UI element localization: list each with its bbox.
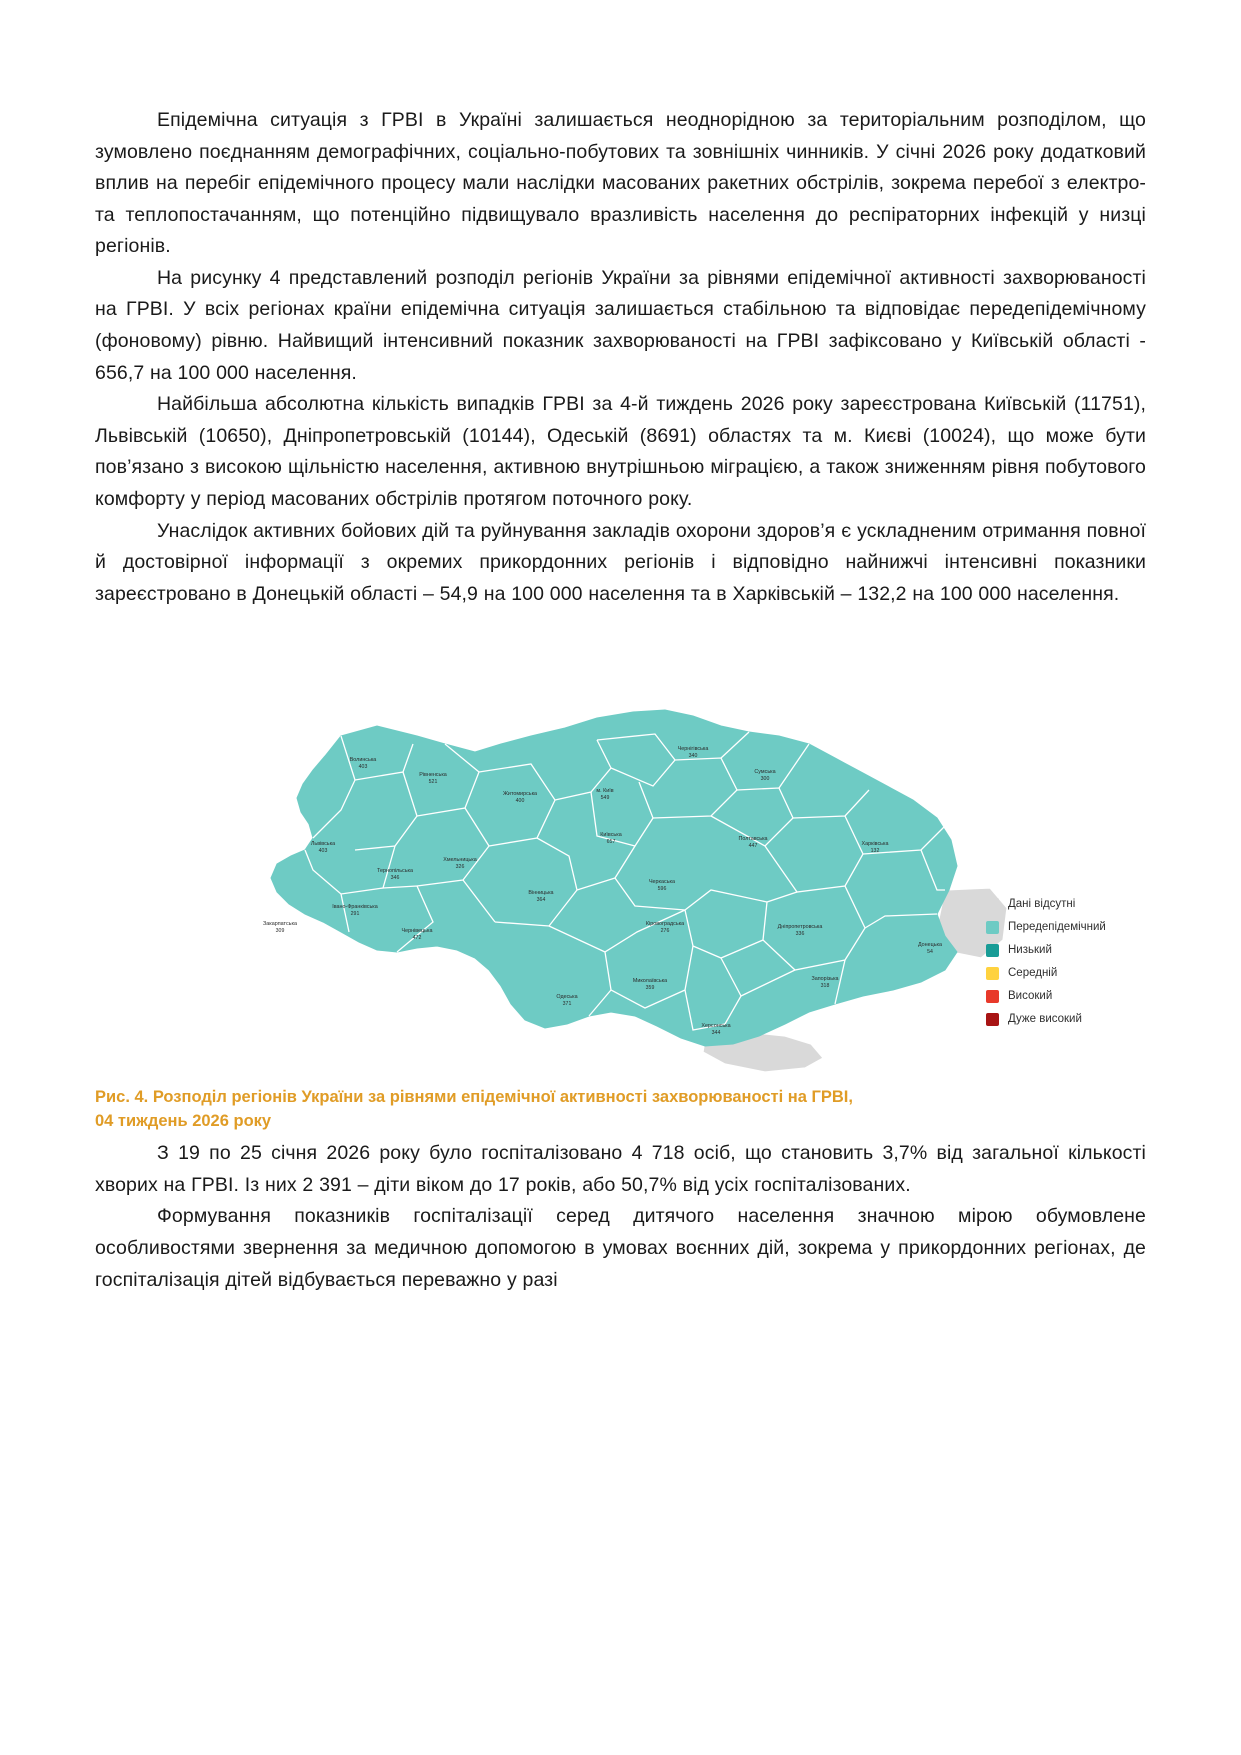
svg-text:309: 309 bbox=[275, 928, 285, 935]
figure-caption-line-2: 04 тиждень 2026 року bbox=[95, 1112, 272, 1131]
svg-text:132: 132 bbox=[870, 848, 880, 855]
svg-text:Київська: Київська bbox=[600, 832, 622, 839]
legend-label-low: Низький bbox=[1008, 944, 1052, 957]
svg-text:300: 300 bbox=[760, 776, 770, 783]
figure-caption-line-1: Рис. 4. Розподіл регіонів України за рівнями епідемічної активності захворюваності на ГРВІ, bbox=[95, 1088, 853, 1107]
svg-text:Чернівецька: Чернівецька bbox=[401, 928, 433, 935]
svg-text:336: 336 bbox=[795, 931, 805, 938]
svg-text:Кіровоградська: Кіровоградська bbox=[645, 921, 685, 928]
legend-label-no-data: Дані відсутні bbox=[1008, 898, 1076, 911]
svg-text:Хмельницька: Хмельницька bbox=[443, 857, 477, 864]
svg-text:657: 657 bbox=[606, 839, 616, 846]
svg-text:Рівненська: Рівненська bbox=[419, 772, 447, 779]
svg-text:371: 371 bbox=[562, 1001, 572, 1008]
legend-label-very-high: Дуже високий bbox=[1008, 1013, 1082, 1026]
legend-swatch-very-high bbox=[986, 1013, 999, 1026]
svg-text:Чернігівська: Чернігівська bbox=[677, 746, 709, 753]
legend-swatch-preepidemic bbox=[986, 921, 999, 934]
map-legend bbox=[986, 894, 1136, 1032]
svg-text:340: 340 bbox=[688, 753, 698, 760]
svg-text:596: 596 bbox=[657, 886, 667, 893]
svg-text:291: 291 bbox=[350, 911, 360, 918]
svg-text:318: 318 bbox=[820, 983, 830, 990]
svg-text:346: 346 bbox=[390, 875, 400, 882]
legend-item-low bbox=[986, 940, 1136, 960]
paragraph-1: Епідемічна ситуація з ГРВІ в Україні залишається неоднорідною за територіальним розподілом, що зумовлено поєднанням демографічних, соціально-побутових та зовнішніх чинників. У січні 2026 року додатковий вплив на перебіг епідемічного процесу мали наслідки масованих ракетних обстрілів, зокрема перебої з електро- та теплопостачанням, що потенційно підвищувало вразливість населення до респіраторних інфекцій у низці регіонів. bbox=[95, 109, 1146, 258]
svg-text:326: 326 bbox=[455, 864, 465, 871]
svg-text:Донецька: Донецька bbox=[917, 942, 943, 949]
svg-text:Вінницька: Вінницька bbox=[528, 890, 554, 897]
svg-text:Волинська: Волинська bbox=[349, 757, 377, 764]
svg-text:Сумська: Сумська bbox=[754, 769, 776, 776]
legend-item-preepidemic bbox=[986, 917, 1136, 937]
svg-text:Одеська: Одеська bbox=[556, 994, 578, 1001]
legend-swatch-low bbox=[986, 944, 999, 957]
paragraph-2: На рисунку 4 представлений розподіл регіонів України за рівнями епідемічної активності захворюваності на ГРВІ. У всіх регіонах країни епідемічна ситуація залишається стабільною та відповідає передепідемічному (фоновому) рівню. Найвищий інтенсивний показник захворюваності на ГРВІ зафіксовано у Київській області - 656,7 на 100 000 населення. bbox=[95, 266, 1146, 384]
legend-item-very-high bbox=[986, 1009, 1136, 1029]
svg-text:Миколаївська: Миколаївська bbox=[632, 978, 668, 985]
svg-text:Дніпропетровська: Дніпропетровська bbox=[777, 924, 823, 931]
paragraph-4: Унаслідок активних бойових дій та руйнування закладів охорони здоров’я є ускладненим отримання повної й достовірної інформації з окремих прикордонних регіонів і відповідно найнижчі інтенсивні показники зареєстровано в Донецькій області – 54,9 на 100 000 населення та в Харківській – 132,2 на 100 000 населення. bbox=[95, 519, 1146, 605]
svg-text:472: 472 bbox=[412, 935, 422, 942]
svg-text:447: 447 bbox=[748, 843, 758, 850]
paragraph-3: Найбільша абсолютна кількість випадків ГРВІ за 4-й тиждень 2026 року зареєстрована Київській (11751), Львівській (10650), Дніпропетровській (10144), Одеській (8691) областях та м. Києві (10024), що може бути пов’язано з високою щільністю населення, активною внутрішньою міграцією, а також зниженням рівня побутового комфорту у період масованих обстрілів протягом поточного року. bbox=[95, 393, 1146, 510]
svg-text:Полтавська: Полтавська bbox=[738, 836, 768, 843]
svg-text:Черкаська: Черкаська bbox=[648, 879, 676, 886]
paragraph-6: Формування показників госпіталізації серед дитячого населення значною мірою обумовлене особливостями звернення за медичною допомогою в умовах воєнних дій, зокрема у прикордонних регіонах, де госпіталізація дітей відбувається переважно у разі bbox=[95, 1205, 1146, 1291]
svg-text:Тернопільська: Тернопільська bbox=[376, 868, 414, 875]
legend-item-no-data bbox=[986, 894, 1136, 914]
svg-text:549: 549 bbox=[600, 795, 610, 802]
svg-text:Житомирська: Житомирська bbox=[502, 791, 538, 798]
svg-text:Закарпатська: Закарпатська bbox=[263, 921, 297, 928]
legend-swatch-no-data bbox=[986, 898, 999, 911]
svg-text:521: 521 bbox=[428, 779, 438, 786]
svg-text:400: 400 bbox=[515, 798, 525, 805]
svg-text:Херсонська: Херсонська bbox=[701, 1023, 731, 1030]
ukraine-map-svg bbox=[145, 640, 1025, 1080]
figure-4 bbox=[95, 640, 1146, 1131]
ukraine-map bbox=[95, 640, 1146, 1080]
svg-text:м. Київ: м. Київ bbox=[596, 788, 614, 795]
svg-text:344: 344 bbox=[711, 1030, 721, 1037]
svg-text:Харківська: Харківська bbox=[861, 841, 889, 848]
paragraph-5: З 19 по 25 січня 2026 року було госпіталізовано 4 718 осіб, що становить 3,7% від загальної кількості хворих на ГРВІ. Із них 2 391 – діти віком до 17 років, або 50,7% від усіх госпіталізованих. bbox=[95, 1142, 1146, 1196]
legend-label-preepidemic: Передепідемічний bbox=[1008, 921, 1106, 934]
svg-text:364: 364 bbox=[536, 897, 546, 904]
post-figure-text bbox=[95, 1138, 1146, 1296]
legend-swatch-high bbox=[986, 990, 999, 1003]
figure-caption bbox=[95, 1086, 1045, 1134]
legend-label-medium: Середній bbox=[1008, 967, 1058, 980]
svg-text:54: 54 bbox=[927, 949, 933, 956]
legend-item-medium bbox=[986, 963, 1136, 983]
legend-swatch-medium bbox=[986, 967, 999, 980]
svg-text:Львівська: Львівська bbox=[310, 841, 336, 848]
svg-text:359: 359 bbox=[645, 985, 655, 992]
legend-label-high: Високий bbox=[1008, 990, 1053, 1003]
legend-item-high bbox=[986, 986, 1136, 1006]
svg-text:Запорізька: Запорізька bbox=[811, 976, 839, 983]
svg-text:403: 403 bbox=[318, 848, 328, 855]
svg-text:403: 403 bbox=[358, 764, 368, 771]
svg-text:276: 276 bbox=[660, 928, 670, 935]
svg-text:Івано-Франківська: Івано-Франківська bbox=[332, 904, 378, 911]
